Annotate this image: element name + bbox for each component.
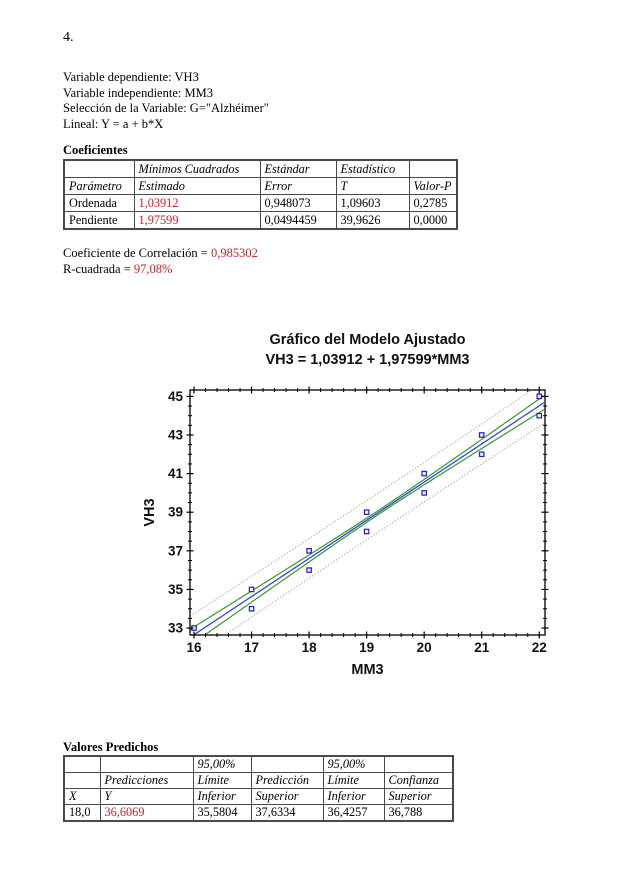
- table-cell: 95,00%: [193, 756, 251, 773]
- rsquared-value: 97,08%: [133, 261, 173, 276]
- data-point: [249, 587, 253, 591]
- x-tick-label: 21: [474, 640, 490, 655]
- table-cell: Inferior: [193, 789, 251, 805]
- table-cell: [251, 756, 323, 773]
- data-point: [422, 491, 426, 495]
- x-tick-label: 16: [186, 640, 202, 655]
- model-intro-block: [63, 70, 269, 132]
- rsquared-line: [63, 262, 258, 278]
- table-cell: 0,0000: [409, 212, 457, 230]
- table-cell: Estándar: [260, 160, 336, 178]
- data-point: [307, 568, 311, 572]
- chart-subtitle: VH3 = 1,03912 + 1,97599*MM3: [265, 352, 470, 368]
- pred-data-row: [64, 805, 453, 822]
- coefficients-heading: Coeficientes: [63, 143, 128, 157]
- table-cell: Predicciones: [100, 773, 193, 789]
- table-cell: Parámetro: [64, 178, 134, 195]
- coef-row-pendiente: [64, 212, 457, 230]
- coefficients-table: [63, 159, 458, 230]
- independent-variable-line: Variable independiente: MM3: [63, 85, 213, 100]
- pred-header-row-1: [64, 756, 453, 773]
- table-cell: Superior: [384, 789, 453, 805]
- table-cell: 0,948073: [260, 195, 336, 212]
- table-cell: [409, 160, 457, 178]
- x-tick-label: 18: [301, 640, 317, 655]
- table-cell: Predicción: [251, 773, 323, 789]
- x-tick-label: 22: [531, 640, 547, 655]
- correlation-block: [63, 246, 258, 277]
- table-cell: 35,5804: [193, 805, 251, 822]
- rsquared-label: R-cuadrada =: [63, 261, 134, 276]
- fitted-model-chart: [130, 383, 585, 683]
- table-cell: Estimado: [134, 178, 260, 195]
- data-point: [307, 549, 311, 553]
- table-cell: Mínimos Cuadrados: [134, 160, 260, 178]
- table-cell: T: [336, 178, 409, 195]
- table-cell: Y: [100, 789, 193, 805]
- table-cell: 39,9626: [336, 212, 409, 230]
- correlation-line: [63, 246, 258, 262]
- table-cell: 0,0494459: [260, 212, 336, 230]
- y-tick-label: 39: [167, 504, 183, 520]
- table-cell: X: [64, 789, 100, 805]
- data-point: [537, 394, 541, 398]
- data-point: [480, 433, 484, 437]
- table-cell: [384, 756, 453, 773]
- data-point: [422, 471, 426, 475]
- table-cell: 0,2785: [409, 195, 457, 212]
- data-point: [364, 510, 368, 514]
- x-tick-label: 17: [244, 640, 260, 655]
- x-tick-label: 19: [359, 640, 375, 655]
- model-form-line: Lineal: Y = a + b*X: [63, 116, 164, 131]
- data-point: [480, 452, 484, 456]
- x-tick-label: 20: [416, 640, 432, 655]
- scatter-plot: [130, 383, 585, 683]
- table-cell: 37,6334: [251, 805, 323, 822]
- data-point: [537, 413, 541, 417]
- dependent-variable-line: Variable dependiente: VH3: [63, 70, 199, 84]
- x-axis-title: MM3: [351, 662, 384, 678]
- chart-title: Gráfico del Modelo Ajustado: [269, 332, 466, 348]
- data-point: [364, 529, 368, 533]
- table-cell: [64, 160, 134, 178]
- table-cell: 36,4257: [323, 805, 384, 822]
- selection-line: Selección de la Variable: G="Alzhéimer": [63, 101, 269, 115]
- table-cell: [64, 756, 100, 773]
- y-tick-label: 35: [167, 581, 183, 597]
- y-axis-title: VH3: [142, 498, 158, 527]
- correlation-label: Coeficiente de Correlación =: [63, 246, 211, 260]
- coef-header-row-2: [64, 178, 457, 195]
- table-cell: Ordenada: [64, 195, 134, 212]
- table-cell: 1,09603: [336, 195, 409, 212]
- table-cell: 36,788: [384, 805, 453, 822]
- y-tick-label: 37: [167, 543, 183, 559]
- y-tick-label: 43: [167, 427, 183, 443]
- coef-row-ordenada: [64, 195, 457, 212]
- y-tick-label: 33: [167, 620, 183, 636]
- table-cell: Estadístico: [336, 160, 409, 178]
- coef-header-row-1: [64, 160, 457, 178]
- table-cell: Superior: [251, 789, 323, 805]
- table-cell: Valor-P: [409, 178, 457, 195]
- table-cell: Límite: [323, 773, 384, 789]
- section-number: 4.: [63, 30, 74, 45]
- table-cell: 1,97599: [134, 212, 260, 230]
- chart-title-block: [140, 330, 595, 370]
- table-cell: Inferior: [323, 789, 384, 805]
- table-cell: 18,0: [64, 805, 100, 822]
- predicted-values-table: [63, 755, 454, 822]
- pred-header-row-3: [64, 789, 453, 805]
- table-cell: [64, 773, 100, 789]
- table-cell: Límite: [193, 773, 251, 789]
- y-tick-label: 41: [167, 466, 183, 482]
- pred-header-row-2: [64, 773, 453, 789]
- table-cell: Pendiente: [64, 212, 134, 230]
- y-tick-label: 45: [167, 388, 183, 404]
- table-cell: 36,6069: [100, 805, 193, 822]
- table-cell: Error: [260, 178, 336, 195]
- table-cell: Confianza: [384, 773, 453, 789]
- predicted-values-heading: Valores Predichos: [63, 740, 159, 754]
- correlation-value: 0,985302: [210, 246, 258, 260]
- table-cell: 1,03912: [134, 195, 260, 212]
- table-cell: [100, 756, 193, 773]
- table-cell: 95,00%: [323, 756, 384, 773]
- data-point: [249, 607, 253, 611]
